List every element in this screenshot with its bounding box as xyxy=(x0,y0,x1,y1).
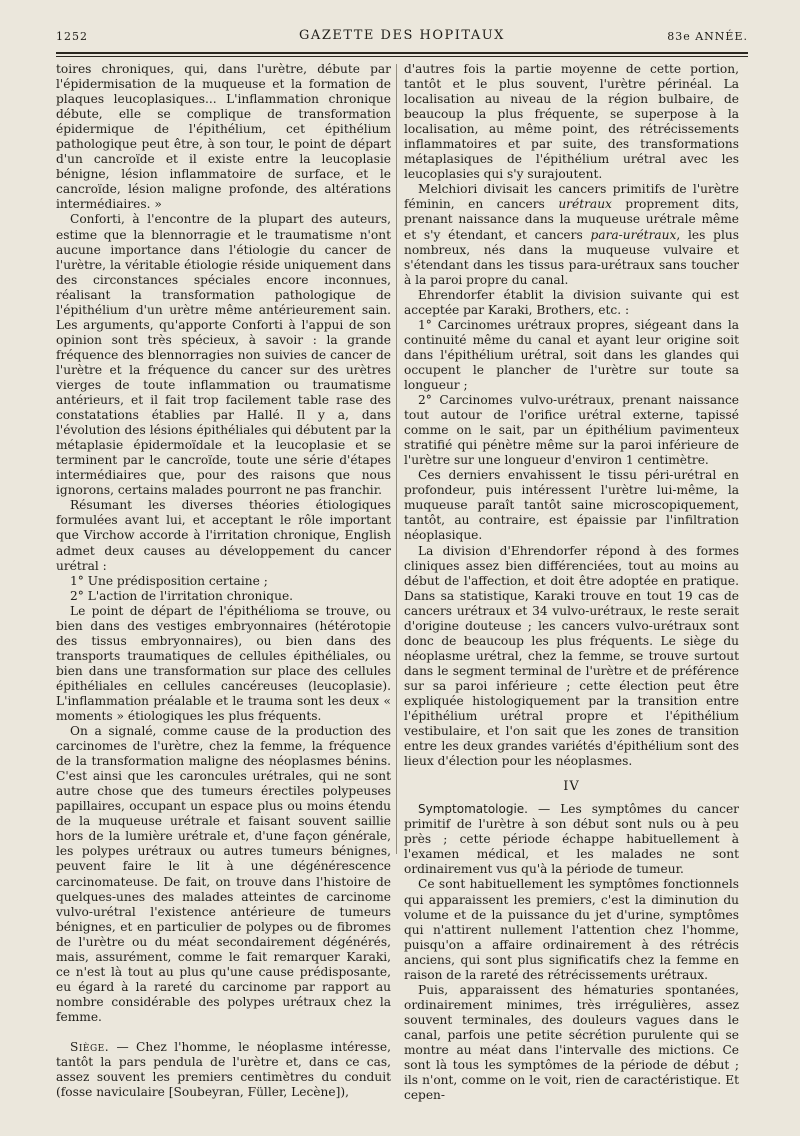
paragraph: Le point de départ de l'épithélioma se trouve, ou bien dans des vestiges embryonnaires (hétérotopie des tissus embryonnaires), ou bien dans des transports traumatiques de cellules épithéliales, ou bien dans une transformation sur place des cellules épithéliales en cellules cancéreuses (leucoplasie). L'inflammation préalable et le trauma sont les deux « moments » étiologiques les plus fréquents. xyxy=(56,603,391,724)
paragraph: Ce sont habituellement les symptômes fonctionnels qui apparaissent les premiers, c'est la diminution du volume et de la puissance du jet d'urine, symptômes qui n'attirent nullement l'attention chez l'homme, puisqu'on a affaire ordinairement à des rétrécis anciens, qui sont plus significatifs chez la femme en raison de la rareté des rétrécissements urétraux. xyxy=(404,877,739,982)
right-column xyxy=(404,62,739,1103)
paragraph: Puis, apparaissent des hématuries spontanées, ordinairement minimes, très irrégulières, assez souvent terminales, des douleurs vagues dans le canal, parfois une petite sécrétion purulente qui se montre au méat dans l'intervalle des mictions. Ce sont là tous les symptômes de la période de début ; ils n'ont, comme on le voit, rien de caractéristique. Et cepen- xyxy=(404,982,739,1103)
page-number: 1252 xyxy=(56,30,88,43)
paragraph: Conforti, à l'encontre de la plupart des auteurs, estime que la blennorragie et le traumatisme n'ont aucune importance dans l'étiologie du cancer de l'urètre, la véritable étiologie réside uniquement dans des circonstances spéciales encore inconnues, réalisant la transformation pathologique de l'épithélium d'un urètre même antérieurement sain. Les arguments, qu'apporte Conforti à l'appui de son opinion sont très spécieux, à savoir : la grande fréquence des blennorragies non suivies de cancer de l'urètre et la fréquence du cancer sur des urètres vierges de toute inflammation ou traumatisme antérieurs, et il fait trop facilement table rase des constatations établies par Hallé. Il y a, dans l'évolution des lésions épithéliales qui débutent par la métaplasie épidermoïdale et la leucoplasie et se terminent par le cancroïde, toute une série d'étapes intermédiaires que, pour des raisons que nous ignorons, certains malades pourront ne pas franchir. xyxy=(56,212,391,498)
paragraph-melchiori xyxy=(404,182,739,287)
paragraph: Ces derniers envahissent le tissu péri-urétral en profondeur, puis intéressent l'urètre lui-même, la muqueuse paraît tantôt saine microscopiquement, tantôt, au contraire, est épaissie par l'infiltration néoplasique. xyxy=(404,468,739,543)
paragraph: Ehrendorfer établit la division suivante qui est acceptée par Karaki, Brothers, etc. : xyxy=(404,287,739,317)
paragraph-siege xyxy=(56,1040,391,1100)
paragraph: toires chroniques, qui, dans l'urètre, débute par l'épidermisation de la muqueuse et la formation de plaques leucoplasiques... L'inflammation chronique débute, elle se complique de transformation épidermique de l'épithélium, cet épithélium pathologique peut être, à son tour, le point de départ d'un cancroïde et il existe entre la leucoplasie bénigne, lésion inflammatoire de surface, et le cancroïde, lésion maligne profonde, des altérations intermédiaires. » xyxy=(56,62,391,212)
page-header xyxy=(56,28,748,48)
left-column xyxy=(56,62,391,1100)
section-number: IV xyxy=(563,779,580,795)
paragraph: d'autres fois la partie moyenne de cette portion, tantôt et le plus souvent, l'urètre périnéal. La localisation au niveau de la région bulbaire, de beaucoup la plus fréquente, se superpose à la localisation, au même point, des rétrécissements inflammatoires et par suite, des transformations métaplasiques de l'épithélium urétral avec les leucoplasies qui s'y surajoutent. xyxy=(404,62,739,182)
run-in-heading: Symptomatologie. xyxy=(418,802,528,817)
text-run: , les plus nombreux, nés dans la muqueuse vulvaire et s'étendant dans les tissus para-urétraux sans toucher à la paroi propre du canal. xyxy=(404,227,739,287)
volume-year: 83e ANNÉE. xyxy=(667,30,748,43)
list-item: 1° Une prédisposition certaine ; xyxy=(70,573,268,588)
column-divider xyxy=(396,64,397,854)
paragraph-symptomatologie xyxy=(404,802,739,877)
paragraph-text: — Chez l'homme, le néoplasme intéresse, tantôt la pars pendula de l'urètre et, dans ce cas, assez souvent les premiers centimètres du conduit (fosse naviculaire [Soubeyran, Füller, Lecène]), xyxy=(56,1040,391,1100)
paragraph-text: — Les symptômes du cancer primitif de l'urètre à son début sont nuls ou à peu près ; cette période échappe habituellement à l'examen médical, et les malades ne sont ordinairement vus qu'à la période de tumeur. xyxy=(404,802,739,877)
run-in-heading: Siège. xyxy=(70,1040,110,1054)
text-run: Melchiori divisait les cancers primitifs de l'urètre féminin, en cancers xyxy=(404,182,739,212)
text-run: proprement dits, prenant naissance dans la muqueuse urétrale même et s'y étendant, et cancers xyxy=(404,197,739,242)
publication-title: GAZETTE DES HOPITAUX xyxy=(299,28,505,43)
paragraph: La division d'Ehrendorfer répond à des formes cliniques assez bien différenciées, tout au moins au début de l'affection, et doit être adoptée en pratique. Dans sa statistique, Karaki trouve en tout 19 cas de cancers urétraux et 34 vulvo-urétraux, le reste serait d'origine douteuse ; les cancers vulvo-urétraux sont donc de beaucoup les plus fréquents. Le siège du néoplasme urétral, chez la femme, se trouve surtout dans le segment terminal de l'urètre et de préférence sur sa paroi inférieure ; cette élection peut être expliquée histologiquement par la transition entre l'épithélium urétral propre et l'épithélium vestibulaire, et l'on sait que les zones de transition entre les deux grandes variétés d'épithélium sont des lieux d'élection pour les néoplasmes. xyxy=(404,543,739,769)
list-item: 1° Carcinomes urétraux propres, siégeant dans la continuité même du canal et ayant leur origine soit dans l'épithélium urétral, soit dans les glandes qui occupent le plancher de l'urètre sur toute sa longueur ; xyxy=(404,317,739,392)
italic-term: urétraux xyxy=(558,197,612,212)
italic-term: para-urétraux xyxy=(590,227,677,242)
header-rule-thick xyxy=(56,52,748,54)
paragraph: On a signalé, comme cause de la production des carcinomes de l'urètre, chez la femme, la fréquence de la transformation maligne des néoplasmes bénins. C'est ainsi que les caroncules urétrales, qui ne sont autre chose que des tumeurs érectiles polypeuses papillaires, occupant un espace plus ou moins étendu de la muqueuse urétrale et faisant souvent saillie hors de la lumière urétrale et, d'une façon générale, les polypes urétraux ou autres tumeurs bénignes, peuvent faire le lit à une dégénérescence carcinomateuse. De fait, on trouve dans l'histoire de quelques-unes des malades atteintes de carcinome vulvo-urétral l'existence antérieure de tumeurs bénignes, et en particulier de polypes ou de fibromes de l'urètre ou du méat secondairement dégénérés, mais, assurément, comme le fait remarquer Karaki, ce n'est là tout au plus qu'une cause prédisposante, eu égard à la rareté du carcinome par rapport au nombre considérable des polypes urétraux chez la femme. xyxy=(56,724,391,1024)
list-item: 2° Carcinomes vulvo-urétraux, prenant naissance tout autour de l'orifice urétral externe, tapissé comme on le sait, par un épithélium pavimenteux stratifié qui pénètre même sur la paroi inférieure de l'urètre sur une longueur d'environ 1 centimètre. xyxy=(404,393,739,468)
paragraph: Résumant les diverses théories étiologiques formulées avant lui, et acceptant le rôle important que Virchow accorde à l'irritation chronique, English admet deux causes au développement du cancer urétral : xyxy=(56,498,391,573)
list-item: 2° L'action de l'irritation chronique. xyxy=(70,588,294,603)
header-rule-thin xyxy=(56,56,748,57)
